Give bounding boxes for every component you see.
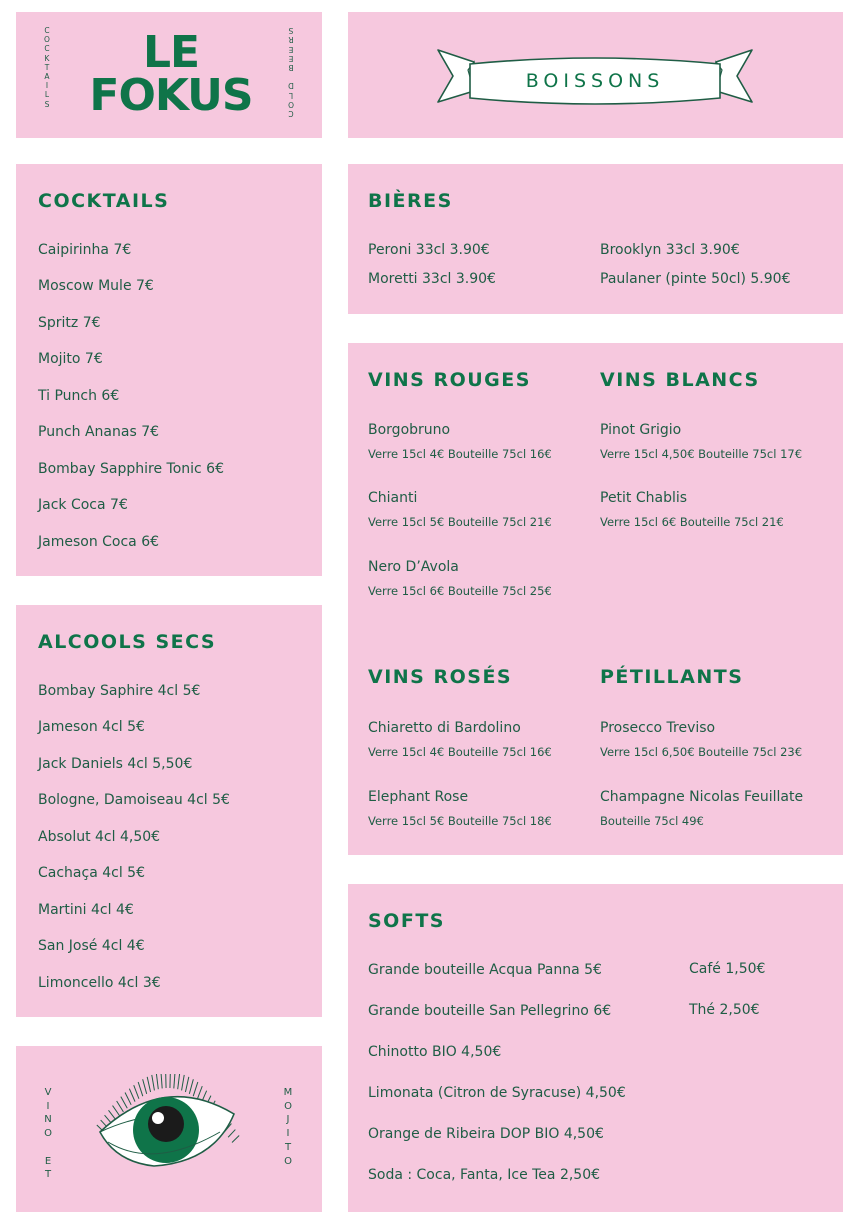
vertical-letter: J [286, 1114, 290, 1126]
list-item: San José 4cl 4€ [38, 938, 145, 954]
vertical-letter: O [288, 99, 294, 109]
eyelash [178, 1074, 180, 1089]
eyelash [113, 1106, 120, 1116]
eye-left-vertical [42, 1086, 54, 1182]
list-item: Martini 4cl 4€ [38, 902, 134, 918]
list-item: Cachaça 4cl 5€ [38, 865, 145, 881]
list-item: Spritz 7€ [38, 315, 101, 331]
bieres-panel [348, 164, 843, 314]
list-item: Peroni 33cl 3.90€ [368, 242, 490, 258]
list-item: Paulaner (pinte 50cl) 5.90€ [600, 271, 791, 287]
vertical-letter: E [44, 1155, 52, 1167]
petillants-title: PÉTILLANTS [600, 666, 744, 688]
vertical-letter [290, 72, 292, 81]
eyelash [185, 1077, 188, 1092]
eyelash [117, 1101, 124, 1112]
vertical-letter: E [288, 44, 294, 54]
vertical-letter: B [288, 63, 294, 73]
list-item: Chinotto BIO 4,50€ [368, 1044, 502, 1060]
eyelash [143, 1079, 147, 1094]
vins-blancs-title: VINS BLANCS [600, 369, 760, 391]
wine-detail: Verre 15cl 4,50€ Bouteille 75cl 17€ [600, 447, 803, 461]
list-item: Soda : Coca, Fanta, Ice Tea 2,50€ [368, 1167, 601, 1183]
vertical-letter: C [44, 44, 50, 54]
eyelash [125, 1093, 131, 1105]
wine-detail: Verre 15cl 6€ Bouteille 75cl 21€ [600, 515, 784, 529]
vertical-letter: E [288, 53, 294, 63]
vertical-letter: D [288, 81, 294, 91]
vertical-letter: A [44, 72, 50, 82]
softs-panel [348, 884, 843, 1212]
eyelash [189, 1079, 193, 1094]
eyelash [232, 1136, 239, 1143]
vertical-letter: C [44, 26, 50, 35]
wine-name: Petit Chablis [600, 490, 688, 506]
vertical-letter: I [46, 1100, 50, 1112]
list-item: Bologne, Damoiseau 4cl 5€ [38, 792, 230, 808]
vertical-letter: T [44, 62, 50, 72]
vertical-letter: O [44, 1128, 52, 1140]
eye-panel [16, 1046, 322, 1212]
list-item: Jack Coca 7€ [38, 497, 128, 513]
vertical-letter: T [44, 1169, 52, 1181]
list-item: Mojito 7€ [38, 351, 103, 367]
list-item: Caipirinha 7€ [38, 242, 132, 258]
vertical-letter: I [45, 81, 49, 91]
alcools-title: ALCOOLS SECS [38, 631, 217, 653]
eyelash [182, 1075, 185, 1090]
list-item: Punch Ananas 7€ [38, 424, 160, 440]
list-item: Brooklyn 33cl 3.90€ [600, 242, 740, 258]
vertical-letter: O [284, 1100, 292, 1112]
list-item: Grande bouteille Acqua Panna 5€ [368, 962, 602, 978]
vertical-letter: M [283, 1087, 293, 1098]
list-item: Moscow Mule 7€ [38, 278, 154, 294]
list-item: Orange de Ribeira DOP BIO 4,50€ [368, 1126, 604, 1142]
logo-line-1: LE [142, 27, 200, 78]
vertical-letter: N [44, 1114, 52, 1126]
vertical-letter: I [286, 1128, 290, 1140]
list-item: Limonata (Citron de Syracuse) 4,50€ [368, 1085, 626, 1101]
list-item: Bombay Saphire 4cl 5€ [38, 683, 201, 699]
wine-detail: Verre 15cl 5€ Bouteille 75cl 18€ [368, 814, 552, 828]
eyelash [109, 1110, 116, 1119]
wine-detail: Verre 15cl 5€ Bouteille 75cl 21€ [368, 515, 552, 529]
eyelash [156, 1074, 158, 1089]
eyelash [228, 1130, 235, 1138]
wine-name: Borgobruno [368, 422, 451, 438]
eyelash [138, 1082, 143, 1096]
list-item: Limoncello 4cl 3€ [38, 975, 161, 991]
alcools-panel [16, 605, 322, 1017]
vins-roses-title: VINS ROSÉS [368, 666, 513, 688]
softs-title: SOFTS [368, 910, 445, 932]
wine-detail: Bouteille 75cl 49€ [600, 814, 704, 828]
list-item: Jameson Coca 6€ [38, 534, 160, 550]
vertical-letter: S [288, 26, 294, 36]
list-item: Jameson 4cl 5€ [38, 719, 145, 735]
vertical-letter: V [44, 1087, 52, 1098]
vertical-letter [46, 1141, 49, 1155]
vertical-letter: S [44, 99, 50, 109]
logo-right-vertical [286, 26, 296, 118]
eyelash [147, 1077, 150, 1092]
logo-left-vertical [42, 26, 52, 109]
bieres-title: BIÈRES [368, 190, 453, 212]
wine-name: Chianti [368, 490, 418, 506]
wine-name: Prosecco Treviso [600, 720, 716, 736]
logo-text [74, 27, 268, 121]
vertical-letter: O [44, 35, 50, 45]
vertical-letter: L [288, 90, 294, 100]
logo-line-2: FOKUS [89, 70, 253, 121]
eye-icon [94, 1074, 254, 1184]
vertical-letter: R [288, 35, 294, 45]
list-item: Moretti 33cl 3.90€ [368, 271, 496, 287]
wine-detail: Verre 15cl 4€ Bouteille 75cl 16€ [368, 745, 552, 759]
wine-detail: Verre 15cl 4€ Bouteille 75cl 16€ [368, 447, 552, 461]
vins-rouges-title: VINS ROUGES [368, 369, 531, 391]
list-item: Café 1,50€ [689, 961, 766, 977]
list-item: Grande bouteille San Pellegrino 6€ [368, 1003, 612, 1019]
eyelash [152, 1075, 155, 1090]
wine-name: Champagne Nicolas Feuillate [600, 789, 804, 805]
banner-label: BOISSONS [525, 70, 665, 92]
eyelash [161, 1074, 162, 1088]
banner-panel [348, 12, 843, 138]
list-item: Bombay Sapphire Tonic 6€ [38, 461, 224, 477]
eyelash [129, 1089, 135, 1102]
eyelash [197, 1086, 202, 1100]
wine-name: Elephant Rose [368, 789, 469, 805]
wine-detail: Verre 15cl 6,50€ Bouteille 75cl 23€ [600, 745, 803, 759]
vertical-letter: K [44, 53, 50, 63]
wine-detail: Verre 15cl 6€ Bouteille 75cl 25€ [368, 584, 552, 598]
eyelash [193, 1082, 198, 1096]
list-item: Thé 2,50€ [689, 1002, 760, 1018]
logo-panel [16, 12, 322, 138]
cocktails-panel [16, 164, 322, 576]
list-item: Jack Daniels 4cl 5,50€ [38, 756, 193, 772]
vins-panel [348, 343, 843, 855]
eyelash [134, 1085, 139, 1099]
list-item: Absolut 4cl 4,50€ [38, 829, 161, 845]
vertical-letter: L [44, 90, 50, 100]
wine-name: Nero D’Avola [368, 559, 459, 575]
list-item: Ti Punch 6€ [38, 388, 120, 404]
eyelash [121, 1097, 127, 1109]
eyelash [174, 1074, 175, 1088]
vertical-letter: C [288, 109, 294, 119]
vertical-letter: T [284, 1141, 292, 1153]
vertical-letter: O [284, 1155, 292, 1167]
cocktails-title: COCKTAILS [38, 190, 170, 212]
eye-right-vertical [282, 1086, 294, 1168]
wine-name: Chiaretto di Bardolino [368, 720, 521, 736]
wine-name: Pinot Grigio [600, 422, 682, 438]
